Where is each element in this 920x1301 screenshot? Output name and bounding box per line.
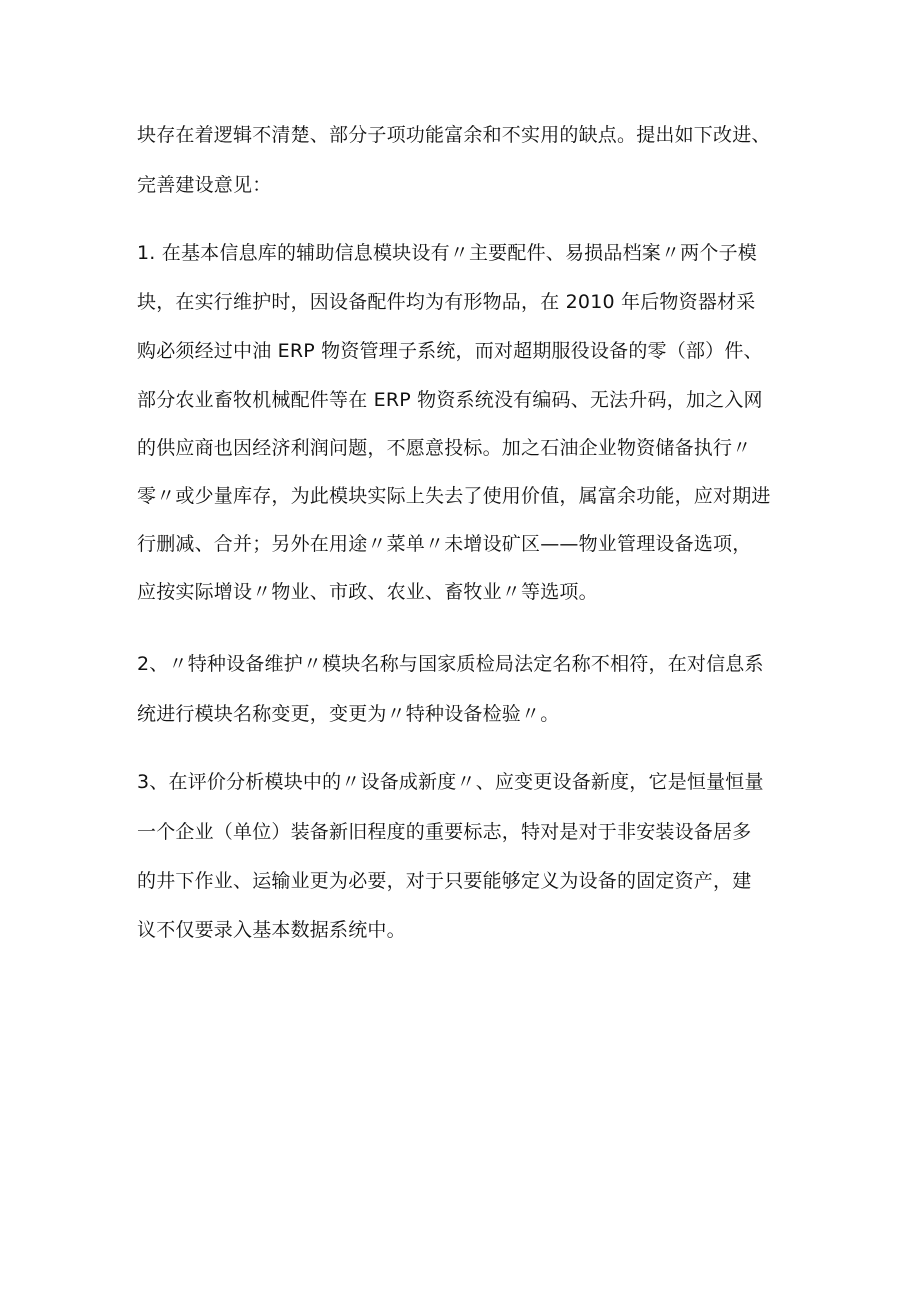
text-line: 的供应商也因经济利润问题，不愿意投标。加之石油企业物资储备执行〃 (137, 437, 752, 459)
text-line: 行删减、合并；另外在用途〃菜单〃未增设矿区——物业管理设备选项， (137, 533, 752, 555)
text-line: 部分农业畜牧机械配件等在 ERP 物资系统没有编码、无法升码，加之入网 (137, 389, 763, 411)
text-line: 购必须经过中油 ERP 物资管理子系统，而对超期服役设备的零（部）件、 (137, 340, 763, 362)
text-line: 2、〃特种设备维护〃模块名称与国家质检局法定名称不相符，在对信息系 (137, 653, 764, 675)
text-line: 一个企业（单位）装备新旧程度的重要标志，特对是对于非安装设备居多 (137, 821, 752, 843)
text-line: 块存在着逻辑不清楚、部分子项功能富余和不实用的缺点。提出如下改进、 (137, 124, 771, 146)
text-line: 统进行模块名称变更，变更为〃特种设备检验〃。 (137, 703, 560, 725)
text-line: 零〃或少量库存，为此模块实际上失去了使用价值，属富余功能，应对期进 (137, 485, 771, 507)
text-line: 块，在实行维护时，因设备配件均为有形物品，在 2010 年后物资器材采 (137, 291, 756, 313)
text-line: 1. 在基本信息库的辅助信息模块设有〃主要配件、易损品档案〃两个子模 (137, 242, 757, 264)
text-line: 的井下作业、运输业更为必要，对于只要能够定义为设备的固定资产，建 (137, 870, 752, 892)
text-line: 3、在评价分析模块中的〃设备成新度〃、应变更设备新度，它是恒量恒量 (137, 771, 764, 793)
text-line: 议不仅要录入基本数据系统中。 (137, 919, 406, 941)
text-line: 完善建设意见： (137, 174, 272, 196)
text-line: 应按实际增设〃物业、市政、农业、畜牧业〃等选项。 (137, 581, 598, 603)
